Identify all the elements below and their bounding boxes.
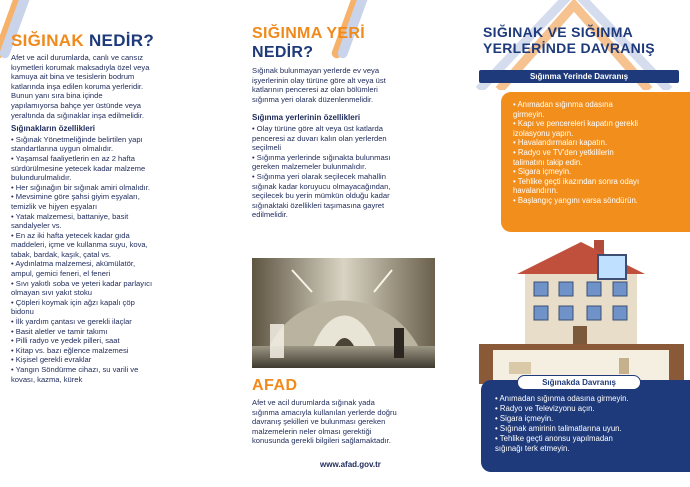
list-item: sürdürülmesine yetecek kadar malzeme [11, 163, 146, 173]
shelter-place-band: Sığınma Yerinde Davranış [479, 70, 679, 83]
list-item: edilmelidir. [252, 210, 288, 220]
list-item: • Sigara içmeyin. [495, 414, 554, 423]
list-item: sığınak kadar koruyucu olmayacağından, [252, 181, 391, 191]
list-item: • Anımadan sığınma odasına [513, 100, 613, 109]
list-item: • Pilli radyo ve yedek pilleri, saat [11, 336, 120, 346]
list-item: • Sığınma yerlerinde sığınakta bulunması [252, 152, 391, 162]
bunker-tunnel-photo [252, 258, 435, 368]
list-item: • Sığınak amirinin talimatlarına uyun. [495, 424, 622, 433]
list-item: • Mevsimine göre şahsi giyim eşyaları, [11, 192, 140, 202]
list-item: sandalyeler vs. [11, 221, 62, 231]
list-item: bidonu [11, 307, 34, 317]
list-item: talimatını takip edin. [513, 157, 583, 167]
list-item: maddeleri, içme ve kullanma suyu, kova, [11, 240, 148, 250]
list-item: • Çöpleri koymak için ağzı kapalı çöp [11, 297, 135, 307]
panel1-list [11, 135, 226, 384]
list-item: sığınaktaki özellikleri taşımasına gayret [252, 200, 385, 210]
list-item: kovası, kazma, kürek [11, 374, 83, 384]
list-item: • Yatak malzemesi, battaniye, basit [11, 211, 129, 221]
list-item: • Radyo ve TV'den yetkililerin [513, 147, 614, 157]
list-item: • Başlangıç yangını varsa söndürün. [513, 195, 638, 205]
list-item: • Sığınma yeri olarak seçilecek mahallin [252, 171, 386, 181]
list-item: tabak, bardak, kaşık, çatal vs. [11, 249, 112, 259]
list-item: girmeyin. [513, 109, 545, 119]
list-item: temizlik ve hijyen eşyaları [11, 201, 98, 211]
list-item: • Yaşamsal faaliyetlerin en az 2 hafta [11, 153, 135, 163]
panel1-subtitle: Sığınakların özellikleri [11, 124, 96, 134]
shelter-box [481, 380, 690, 472]
list-item: seçilmeli [252, 143, 282, 153]
panel-shelter-definition [0, 0, 229, 487]
list-item: gereken malzemeler bulunmalıdır. [252, 162, 367, 172]
shelter-place-box [501, 92, 690, 232]
list-item: seçilecek bu yerin mümkün olduğu kadar [252, 191, 390, 201]
list-item: • Yangın Söndürme cihazı, su varili ve [11, 365, 139, 374]
list-item: • Tehlike geçti anonsu yapılmadan [495, 434, 613, 443]
list-item: standartlarına uygun olmalıdır. [11, 144, 114, 154]
list-item: penceresi az duvarı kalın olan yerlerden [252, 133, 387, 143]
list-item: • Sığınak Yönetmeliğinde belirtilen yapı [11, 134, 143, 144]
panel2-list [252, 124, 452, 220]
window-highlight [597, 254, 627, 280]
list-item: • Sigara içmeyin. [513, 167, 572, 177]
list-item: • Aydınlatma malzemesi, akümülatör, [11, 259, 136, 269]
list-item: • Basit aletler ve tamir takımı [11, 326, 108, 336]
shelter-pill: Sığınakda Davranış [517, 375, 641, 390]
list-item: ampul, gemici feneri, el feneri [11, 269, 111, 279]
list-item: • Sıvı yakıtlı soba ve yeteri kadar parlayıcı [11, 278, 153, 288]
panel2-subtitle: Sığınma yerlerinin özellikleri [252, 113, 361, 123]
list-item: • Havalandırmaları kapatın. [513, 138, 608, 148]
house-illustration [479, 234, 684, 384]
list-item: havalandırın. [513, 186, 559, 196]
panel1-intro: Afet ve acil durumlarda, canlı ve cansız kıymetleri korumak maksadıyla özel veya kamuya ait bina ve tesislerin bodrum katlarında inşa edilen koruma yerleridir. Bunun yanı sıra bina içinde yapılamıyorsa bahçe yer üstünde veya yeraltında da sığınaklar inşa edilmelidir. Sığınakların özellikleri • Sığınak Yönetmeliğinde belirtilen yapı standartlarına uygun olmalıdır. • Yaşamsal faaliyetlerin en az 2 hafta sürdürülmesine yetecek kadar malzeme bulundurulmalıdır. • Her sığınağın bir sığınak amiri olmalıdır. • Mevsimine göre şahsi giyim eşyaları, temizlik ve hijyen eşyaları • Yatak malzemesi, battaniye, basit sandalyeler vs. • En az iki hafta yetecek kadar gıda maddeleri, içme ve kullanma suyu, kova, tabak, bardak, kaşık, çatal vs. • Aydınlatma malzemesi, akümülatör, ampul, gemici feneri, el feneri • Sıvı yakıtlı soba ve yeteri kadar parlayıcı olmayan sıvı yakıt stoku • Çöpleri koymak için ağzı kapalı çöp bidonu • İlk yardım çantası ve gerekli ilaçlar • Basit aletler ve tamir takımı • Pilli radyo ve yedek pilleri, saat • Kitap vs. bazı eğlence malzemesi • Kişisel gerekli evraklar • Yangın Söndürme cihazı, su varili ve kovası, kazma, kürek [11, 53, 226, 384]
list-item: • Kitap vs. bazı eğlence malzemesi [11, 345, 129, 355]
panel3-title: SIĞINAK VE SIĞINMA YERLERİNDE DAVRANIŞ [483, 24, 655, 56]
panel2-title: SIĞINMA YERİ NEDİR? [252, 25, 365, 61]
list-item: • Tehlike geçti ikazından sonra odayı [513, 176, 640, 186]
panel-shelter-place-definition [230, 0, 458, 487]
list-item: • Her sığınağın bir sığınak amiri olmalıdır. [11, 182, 150, 192]
list-item: izolasyonu yapın. [513, 128, 574, 138]
list-item: sığınağı terk etmeyin. [495, 444, 570, 453]
list-item: olmayan sıvı yakıt stoku [11, 288, 93, 298]
list-item: • En az iki hafta yetecek kadar gıda [11, 230, 130, 240]
panel2-intro: Sığınak bulunmayan yerlerde ev veya işyerlerinin olay türüne göre alt veya üst katlarının penceresi az olan bölümleri sığınma yeri olarak düzenlenmelidir. Sığınma yerlerinin özellikleri • Olay türüne göre alt veya üst katlarda penceresi az duvarı kalın olan yerlerden seçilmeli • Sığınma yerlerinde sığınakta bulunması gereken malzemeler bulunmalıdır. • Sığınma yeri olarak seçilecek mahallin sığınak kadar koruyucu olmayacağından, seçilecek bu yerin mümkün olduğu kadar sığınaktaki özellikleri taşımasına gayret edilmelidir. [252, 66, 452, 220]
list-item: • Olay türüne göre alt veya üst katlarda [252, 123, 383, 133]
panel-behaviour [459, 0, 690, 487]
afad-logo: AFAD [252, 377, 298, 394]
panel2-footer: Afet ve acil durumlarda sığınak yada sığınma amacıyla kullanılan yerlerde doğru davranış şekilleri ve bulunması gereken malzemelerin neler olması gerektiği konusunda gerekli bilgileri sağlamaktadır. [252, 398, 397, 446]
list-item: • Kapı ve pencereleri kapatın gerekli [513, 119, 638, 129]
list-item: • Anımadan sığınma odasına girmeyin. [495, 394, 629, 403]
list-item: • Radyo ve Televizyonu açın. [495, 404, 595, 413]
list-item: • Kişisel gerekli evraklar [11, 355, 92, 365]
website-link[interactable]: www.afad.gov.tr [320, 460, 381, 469]
list-item: • İlk yardım çantası ve gerekli ilaçlar [11, 317, 132, 327]
list-item: bulundurulmalıdır. [11, 173, 72, 183]
panel1-title: SIĞINAK NEDİR? [11, 31, 155, 50]
